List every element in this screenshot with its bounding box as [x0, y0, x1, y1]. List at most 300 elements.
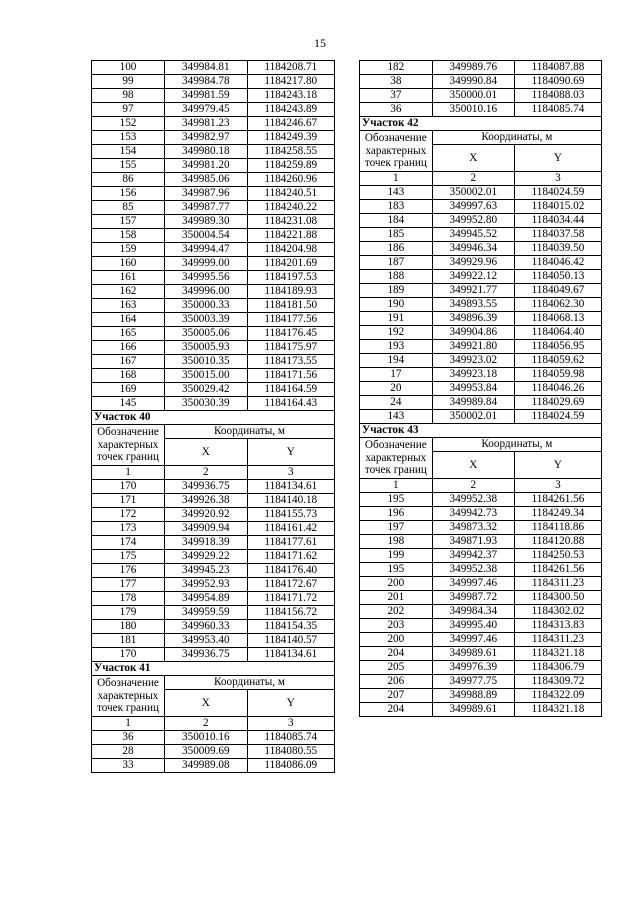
table-row	[360, 340, 602, 354]
table-row	[360, 214, 602, 228]
y-coordinate-cell: 1184155.73	[247, 508, 334, 522]
x-coordinate-cell: 349997.63	[432, 200, 514, 214]
x-coordinate-cell: 349987.72	[432, 591, 514, 605]
point-number-cell: 205	[360, 661, 433, 675]
point-number-cell: 161	[92, 271, 165, 285]
y-coordinate-cell: 1184217.80	[247, 75, 334, 89]
table-row	[360, 242, 602, 256]
point-number-cell: 36	[360, 103, 433, 117]
x-coordinate-cell: 349952.93	[164, 578, 247, 592]
x-coordinate-cell: 349995.40	[432, 619, 514, 633]
point-number-cell: 204	[360, 647, 433, 661]
table-row	[92, 648, 335, 662]
table-row	[360, 605, 602, 619]
x-coordinate-cell: 349921.77	[432, 284, 514, 298]
x-coordinate-cell: 349999.00	[164, 257, 247, 271]
x-coordinate-cell: 349896.39	[432, 312, 514, 326]
table-row	[92, 201, 335, 215]
y-coordinate-cell: 1184068.13	[514, 312, 601, 326]
point-number-cell: 186	[360, 242, 433, 256]
y-coordinate-cell: 1184231.08	[247, 215, 334, 229]
x-coordinate-cell: 349980.18	[164, 145, 247, 159]
header-row	[360, 131, 602, 145]
point-number-cell: 200	[360, 633, 433, 647]
table-row	[92, 131, 335, 145]
point-number-cell: 188	[360, 270, 433, 284]
table-row	[92, 536, 335, 550]
table-row	[360, 521, 602, 535]
y-coordinate-cell: 1184300.50	[514, 591, 601, 605]
x-coordinate-cell: 350002.01	[432, 410, 514, 424]
point-number-cell: 86	[92, 173, 165, 187]
y-coordinate-cell: 1184088.03	[514, 89, 601, 103]
y-coordinate-cell: 1184049.67	[514, 284, 601, 298]
table-row	[360, 228, 602, 242]
point-number-cell: 197	[360, 521, 433, 535]
table-row	[360, 103, 602, 117]
table-row	[92, 229, 335, 243]
table-row	[92, 383, 335, 397]
y-header: Y	[247, 690, 334, 717]
x-coordinate-cell: 350000.01	[432, 89, 514, 103]
y-coordinate-cell: 1184161.42	[247, 522, 334, 536]
x-header: X	[432, 145, 514, 172]
point-label-header-line: Обозначение	[364, 132, 427, 145]
y-coordinate-cell: 1184050.13	[514, 270, 601, 284]
point-number-cell: 207	[360, 689, 433, 703]
table-row	[92, 508, 335, 522]
table-row	[360, 563, 602, 577]
section-title-row	[360, 117, 602, 131]
x-coordinate-cell: 349994.47	[164, 243, 247, 257]
table-row	[92, 606, 335, 620]
y-coordinate-cell: 1184134.61	[247, 480, 334, 494]
y-coordinate-cell: 1184260.96	[247, 173, 334, 187]
column-number-row	[360, 172, 602, 186]
x-coordinate-cell: 349926.38	[164, 494, 247, 508]
x-coordinate-cell: 349923.02	[432, 354, 514, 368]
y-coordinate-cell: 1184118.86	[514, 521, 601, 535]
x-coordinate-cell: 349922.12	[432, 270, 514, 284]
y-coordinate-cell: 1184164.43	[247, 397, 334, 411]
table-row	[360, 312, 602, 326]
x-coordinate-cell: 350030.39	[164, 397, 247, 411]
y-coordinate-cell: 1184140.57	[247, 634, 334, 648]
y-coordinate-cell: 1184311.23	[514, 633, 601, 647]
point-number-cell: 97	[92, 103, 165, 117]
y-coordinate-cell: 1184062.30	[514, 298, 601, 312]
table-row	[360, 633, 602, 647]
right-column	[359, 60, 602, 717]
point-number-cell: 170	[92, 648, 165, 662]
point-label-header	[360, 438, 433, 479]
x-coordinate-cell: 349995.56	[164, 271, 247, 285]
left-column	[91, 60, 335, 773]
point-label-header-line: точек границ	[364, 464, 427, 477]
table-row	[92, 187, 335, 201]
point-number-cell: 187	[360, 256, 433, 270]
y-coordinate-cell: 1184246.67	[247, 117, 334, 131]
y-coordinate-cell: 1184085.74	[247, 731, 334, 745]
y-coordinate-cell: 1184261.56	[514, 563, 601, 577]
y-coordinate-cell: 1184181.50	[247, 299, 334, 313]
table-row	[92, 103, 335, 117]
x-coordinate-cell: 349976.39	[432, 661, 514, 675]
x-coordinate-cell: 349981.20	[164, 159, 247, 173]
table-row	[360, 675, 602, 689]
y-coordinate-cell: 1184189.93	[247, 285, 334, 299]
table-row	[92, 369, 335, 383]
point-number-cell: 191	[360, 312, 433, 326]
x-coordinate-cell: 350004.54	[164, 229, 247, 243]
point-number-cell: 165	[92, 327, 165, 341]
table-row	[360, 200, 602, 214]
x-coordinate-cell: 349945.52	[432, 228, 514, 242]
y-coordinate-cell: 1184249.34	[514, 507, 601, 521]
coordinates-header: Координаты, м	[164, 676, 334, 690]
y-coordinate-cell: 1184175.97	[247, 341, 334, 355]
y-header: Y	[514, 452, 601, 479]
x-coordinate-cell: 349982.97	[164, 131, 247, 145]
point-number-cell: 181	[92, 634, 165, 648]
x-coordinate-cell: 349989.61	[432, 703, 514, 717]
table-row	[92, 89, 335, 103]
table-row	[360, 256, 602, 270]
point-number-cell: 175	[92, 550, 165, 564]
x-coordinate-cell: 349984.81	[164, 61, 247, 75]
point-number-cell: 167	[92, 355, 165, 369]
y-coordinate-cell: 1184015.02	[514, 200, 601, 214]
point-number-cell: 206	[360, 675, 433, 689]
x-coordinate-cell: 349904.86	[432, 326, 514, 340]
section-title: Участок 43	[360, 424, 602, 438]
y-coordinate-cell: 1184085.74	[514, 103, 601, 117]
column-number-3: 3	[247, 717, 334, 731]
x-coordinate-cell: 350000.33	[164, 299, 247, 313]
y-coordinate-cell: 1184197.53	[247, 271, 334, 285]
table-row	[92, 271, 335, 285]
y-coordinate-cell: 1184313.83	[514, 619, 601, 633]
x-coordinate-cell: 349952.38	[432, 493, 514, 507]
y-coordinate-cell: 1184201.69	[247, 257, 334, 271]
x-coordinate-cell: 349929.96	[432, 256, 514, 270]
point-number-cell: 201	[360, 591, 433, 605]
x-coordinate-cell: 349981.23	[164, 117, 247, 131]
point-number-cell: 203	[360, 619, 433, 633]
table-row	[360, 354, 602, 368]
column-number-row	[92, 466, 335, 480]
point-number-cell: 166	[92, 341, 165, 355]
column-number-3: 3	[514, 172, 601, 186]
y-coordinate-cell: 1184024.59	[514, 186, 601, 200]
x-coordinate-cell: 350010.16	[432, 103, 514, 117]
table-row	[92, 75, 335, 89]
point-number-cell: 36	[92, 731, 165, 745]
table-row	[92, 173, 335, 187]
x-coordinate-cell: 349873.32	[432, 521, 514, 535]
point-number-cell: 155	[92, 159, 165, 173]
table-row	[360, 661, 602, 675]
point-number-cell: 160	[92, 257, 165, 271]
y-coordinate-cell: 1184173.55	[247, 355, 334, 369]
y-coordinate-cell: 1184164.59	[247, 383, 334, 397]
table-row	[92, 285, 335, 299]
point-number-cell: 200	[360, 577, 433, 591]
y-coordinate-cell: 1184056.95	[514, 340, 601, 354]
point-label-header-line: характерных	[97, 438, 159, 451]
x-coordinate-cell: 349942.37	[432, 549, 514, 563]
point-number-cell: 178	[92, 592, 165, 606]
table-row	[92, 522, 335, 536]
point-number-cell: 85	[92, 201, 165, 215]
table-row	[92, 564, 335, 578]
point-number-cell: 184	[360, 214, 433, 228]
table-row	[92, 620, 335, 634]
y-coordinate-cell: 1184221.88	[247, 229, 334, 243]
point-number-cell: 195	[360, 563, 433, 577]
table-row	[92, 634, 335, 648]
point-number-cell: 170	[92, 480, 165, 494]
y-coordinate-cell: 1184208.71	[247, 61, 334, 75]
point-number-cell: 194	[360, 354, 433, 368]
table-row	[92, 355, 335, 369]
point-number-cell: 192	[360, 326, 433, 340]
table-row	[92, 299, 335, 313]
point-number-cell: 174	[92, 536, 165, 550]
x-coordinate-cell: 350015.00	[164, 369, 247, 383]
table-row	[92, 327, 335, 341]
point-label-header	[92, 425, 165, 466]
y-coordinate-cell: 1184177.61	[247, 536, 334, 550]
page-number: 15	[314, 36, 326, 50]
coordinates-header: Координаты, м	[432, 131, 601, 145]
y-coordinate-cell: 1184250.53	[514, 549, 601, 563]
x-coordinate-cell: 350010.16	[164, 731, 247, 745]
table-row	[360, 410, 602, 424]
column-number-1: 1	[92, 466, 165, 480]
coordinates-table-left	[91, 60, 335, 773]
point-number-cell: 24	[360, 396, 433, 410]
x-coordinate-cell: 349954.89	[164, 592, 247, 606]
table-row	[92, 243, 335, 257]
point-number-cell: 189	[360, 284, 433, 298]
x-coordinate-cell: 349996.00	[164, 285, 247, 299]
column-number-3: 3	[514, 479, 601, 493]
x-coordinate-cell: 349984.78	[164, 75, 247, 89]
table-row	[360, 368, 602, 382]
y-coordinate-cell: 1184243.18	[247, 89, 334, 103]
coordinates-header: Координаты, м	[432, 438, 601, 452]
column-number-2: 2	[432, 479, 514, 493]
point-number-cell: 177	[92, 578, 165, 592]
section-title: Участок 42	[360, 117, 602, 131]
table-row	[360, 507, 602, 521]
x-coordinate-cell: 350009.69	[164, 745, 247, 759]
table-row	[360, 270, 602, 284]
x-header: X	[432, 452, 514, 479]
y-coordinate-cell: 1184309.72	[514, 675, 601, 689]
point-number-cell: 38	[360, 75, 433, 89]
x-coordinate-cell: 349942.73	[432, 507, 514, 521]
x-coordinate-cell: 349952.38	[432, 563, 514, 577]
table-row	[360, 493, 602, 507]
column-number-2: 2	[164, 466, 247, 480]
table-row	[92, 480, 335, 494]
point-number-cell: 185	[360, 228, 433, 242]
point-label-header-line: Обозначение	[97, 677, 159, 690]
table-row	[360, 298, 602, 312]
y-coordinate-cell: 1184302.02	[514, 605, 601, 619]
x-coordinate-cell: 349936.75	[164, 648, 247, 662]
point-label-header-line: характерных	[97, 689, 159, 702]
y-coordinate-cell: 1184087.88	[514, 61, 601, 75]
header-row	[360, 438, 602, 452]
point-number-cell: 190	[360, 298, 433, 312]
y-coordinate-cell: 1184080.55	[247, 745, 334, 759]
y-coordinate-cell: 1184037.58	[514, 228, 601, 242]
x-coordinate-cell: 349979.45	[164, 103, 247, 117]
x-coordinate-cell: 350029.42	[164, 383, 247, 397]
point-number-cell: 171	[92, 494, 165, 508]
x-coordinate-cell: 349871.93	[432, 535, 514, 549]
section-title-row	[360, 424, 602, 438]
x-header: X	[164, 690, 247, 717]
x-coordinate-cell: 349997.46	[432, 577, 514, 591]
y-coordinate-cell: 1184172.67	[247, 578, 334, 592]
y-coordinate-cell: 1184059.98	[514, 368, 601, 382]
header-row	[92, 676, 335, 690]
point-number-cell: 169	[92, 383, 165, 397]
x-coordinate-cell: 349946.34	[432, 242, 514, 256]
y-coordinate-cell: 1184171.72	[247, 592, 334, 606]
point-number-cell: 159	[92, 243, 165, 257]
x-coordinate-cell: 349952.80	[432, 214, 514, 228]
point-number-cell: 20	[360, 382, 433, 396]
point-number-cell: 196	[360, 507, 433, 521]
x-coordinate-cell: 349987.77	[164, 201, 247, 215]
x-coordinate-cell: 349985.06	[164, 173, 247, 187]
y-coordinate-cell: 1184177.56	[247, 313, 334, 327]
table-row	[360, 549, 602, 563]
x-coordinate-cell: 349989.61	[432, 647, 514, 661]
y-coordinate-cell: 1184321.18	[514, 703, 601, 717]
x-coordinate-cell: 349936.75	[164, 480, 247, 494]
column-number-1: 1	[360, 479, 433, 493]
header-row	[92, 425, 335, 439]
section-title-row	[92, 662, 335, 676]
table-row	[92, 117, 335, 131]
column-number-1: 1	[92, 717, 165, 731]
y-coordinate-cell: 1184311.23	[514, 577, 601, 591]
x-coordinate-cell: 350010.35	[164, 355, 247, 369]
point-number-cell: 193	[360, 340, 433, 354]
point-label-header-line: точек границ	[364, 157, 427, 170]
point-number-cell: 183	[360, 200, 433, 214]
x-header: X	[164, 439, 247, 466]
x-coordinate-cell: 349988.89	[432, 689, 514, 703]
point-label-header	[92, 676, 165, 717]
x-coordinate-cell: 350003.39	[164, 313, 247, 327]
x-coordinate-cell: 350005.93	[164, 341, 247, 355]
y-coordinate-cell: 1184204.98	[247, 243, 334, 257]
x-coordinate-cell: 349989.30	[164, 215, 247, 229]
y-coordinate-cell: 1184306.79	[514, 661, 601, 675]
table-row	[92, 592, 335, 606]
y-coordinate-cell: 1184156.72	[247, 606, 334, 620]
point-number-cell: 154	[92, 145, 165, 159]
point-label-header-line: точек границ	[97, 702, 159, 715]
y-coordinate-cell: 1184024.59	[514, 410, 601, 424]
x-coordinate-cell: 349923.18	[432, 368, 514, 382]
point-number-cell: 156	[92, 187, 165, 201]
table-row	[360, 689, 602, 703]
table-row	[360, 326, 602, 340]
table-row	[360, 382, 602, 396]
point-number-cell: 145	[92, 397, 165, 411]
y-coordinate-cell: 1184120.88	[514, 535, 601, 549]
point-number-cell: 199	[360, 549, 433, 563]
table-row	[360, 396, 602, 410]
table-row	[92, 159, 335, 173]
column-number-3: 3	[247, 466, 334, 480]
x-coordinate-cell: 349977.75	[432, 675, 514, 689]
table-row	[92, 341, 335, 355]
y-coordinate-cell: 1184034.44	[514, 214, 601, 228]
y-coordinate-cell: 1184086.09	[247, 759, 334, 773]
table-row	[92, 397, 335, 411]
x-coordinate-cell: 349990.84	[432, 75, 514, 89]
column-number-2: 2	[164, 717, 247, 731]
point-number-cell: 204	[360, 703, 433, 717]
point-number-cell: 173	[92, 522, 165, 536]
y-coordinate-cell: 1184059.62	[514, 354, 601, 368]
point-number-cell: 176	[92, 564, 165, 578]
y-coordinate-cell: 1184046.42	[514, 256, 601, 270]
x-coordinate-cell: 350002.01	[432, 186, 514, 200]
point-number-cell: 98	[92, 89, 165, 103]
y-coordinate-cell: 1184171.56	[247, 369, 334, 383]
point-number-cell: 163	[92, 299, 165, 313]
point-number-cell: 180	[92, 620, 165, 634]
y-header: Y	[514, 145, 601, 172]
x-coordinate-cell: 349921.80	[432, 340, 514, 354]
y-coordinate-cell: 1184261.56	[514, 493, 601, 507]
x-coordinate-cell: 349920.92	[164, 508, 247, 522]
table-row	[360, 535, 602, 549]
point-number-cell: 28	[92, 745, 165, 759]
y-coordinate-cell: 1184171.62	[247, 550, 334, 564]
x-coordinate-cell: 349987.96	[164, 187, 247, 201]
section-title: Участок 41	[92, 662, 335, 676]
x-coordinate-cell: 349953.40	[164, 634, 247, 648]
point-number-cell: 162	[92, 285, 165, 299]
table-row	[92, 759, 335, 773]
section-title: Участок 40	[92, 411, 335, 425]
x-coordinate-cell: 349953.84	[432, 382, 514, 396]
point-number-cell: 152	[92, 117, 165, 131]
x-coordinate-cell: 349909.94	[164, 522, 247, 536]
table-row	[360, 703, 602, 717]
table-row	[92, 257, 335, 271]
table-row	[360, 619, 602, 633]
y-coordinate-cell: 1184039.50	[514, 242, 601, 256]
y-coordinate-cell: 1184090.69	[514, 75, 601, 89]
point-label-header-line: Обозначение	[97, 426, 159, 439]
x-coordinate-cell: 349960.33	[164, 620, 247, 634]
x-coordinate-cell: 349981.59	[164, 89, 247, 103]
y-coordinate-cell: 1184243.89	[247, 103, 334, 117]
y-coordinate-cell: 1184240.22	[247, 201, 334, 215]
